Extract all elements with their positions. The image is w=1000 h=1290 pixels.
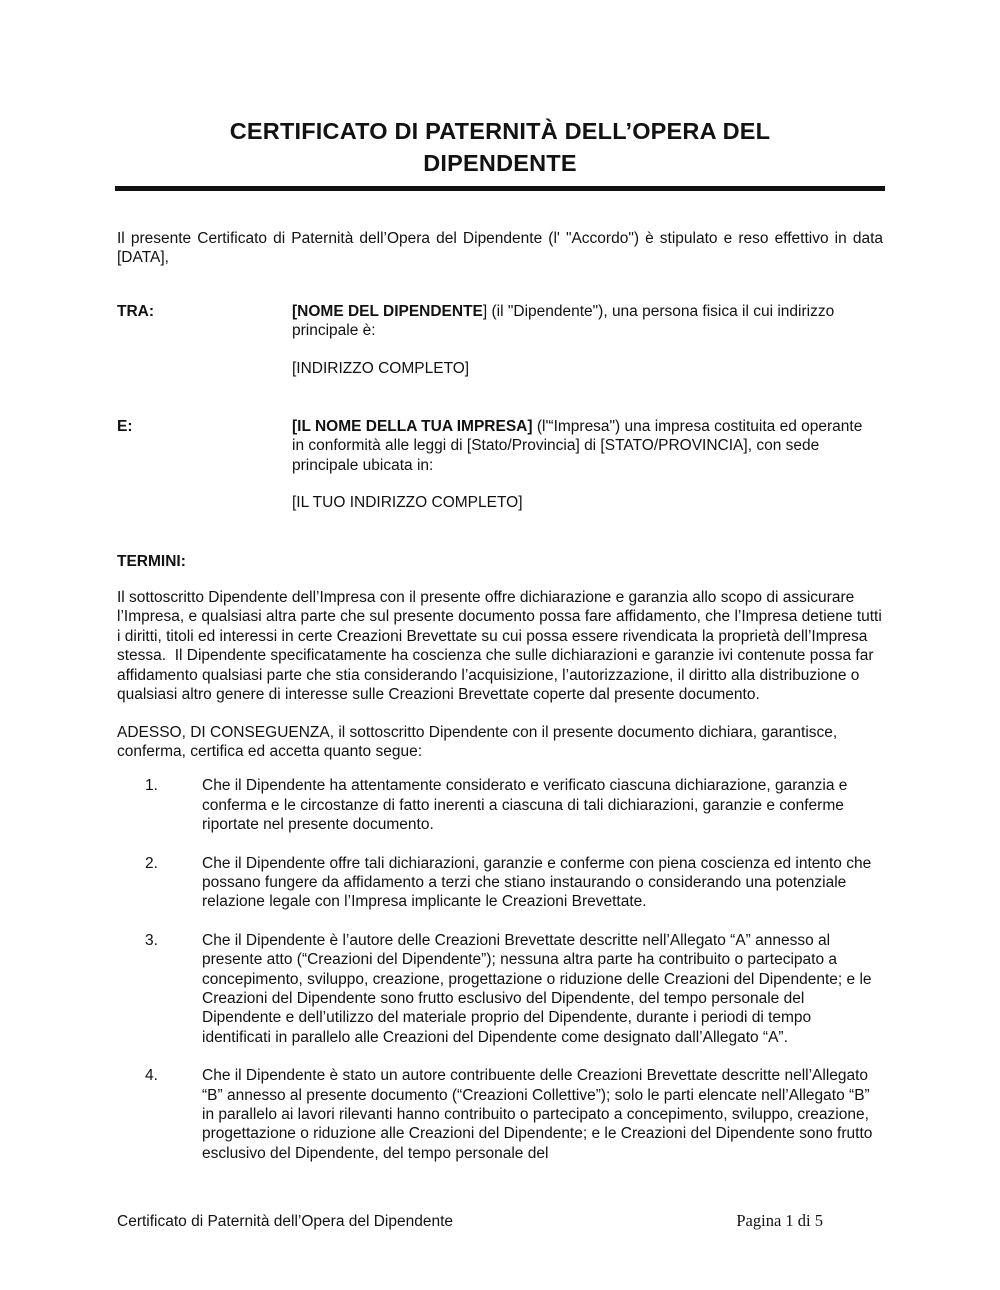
- list-item-1: [117, 776, 883, 834]
- party-address-placeholder-e: [IL TUO INDIRIZZO COMPLETO]: [292, 494, 523, 512]
- title-line-2: DIPENDENTE: [423, 150, 577, 176]
- party-name-placeholder-e: [IL NOME DELLA TUA IMPRESA]: [292, 418, 533, 436]
- termini-heading: TERMINI:: [117, 552, 186, 570]
- party-body-e: [292, 417, 877, 513]
- item-text-2: Che il Dipendente offre tali dichiarazioni, garanzie e conferme con piena coscienza ed intento che possano fungere da affidamento a terzi che stiano instaurando o considerando una potenziale relazione legale con l’Impresa implicante le Creazioni Brevettate.: [202, 854, 872, 911]
- list-item-2: [117, 854, 883, 912]
- title-line-1: CERTIFICATO DI PATERNITÀ DELL’OPERA DEL: [229, 118, 771, 144]
- document-title: [117, 115, 883, 179]
- termini-paragraph: Il sottoscritto Dipendente dell’Impresa con il presente offre dichiarazione e garanzia allo scopo di assicurare l’Impresa, e qualsiasi altra parte che sul presente documento possa fare affidamento, che l’Impresa detiene tutti i diritti, titoli ed interessi in certe Creazioni Brevettate su cui possa essere rivendicata la proprietà dell’Impresa stessa. Il Dipendente specificatamente ha coscienza che sulle dichiarazioni e garanzie ivi contenute possa far affidamento qualsiasi parte che stia considerando l’acquisizione, l’autorizzazione, il diritto alla distribuzione o qualsiasi altro genere di interesse sulle Creazioni Brevettate coperte dal presente documento.: [117, 589, 882, 704]
- list-item-3: [117, 931, 883, 1047]
- title-divider-rule: [115, 186, 885, 191]
- party-address-placeholder-tra: [INDIRIZZO COMPLETO]: [292, 359, 470, 377]
- party-description-text-tra: ] (il "Dipendente"), una persona fisica il cui indirizzo principale è:: [292, 302, 835, 340]
- intro-paragraph: Il presente Certificato di Paternità dell’Opera del Dipendente (l' "Accordo") è stipulato e reso effettivo in data [DATA],: [117, 230, 883, 267]
- party-description-tra: [292, 302, 877, 341]
- party-label-tra: TRA:: [117, 302, 155, 320]
- party-description-text-e: (l'“Impresa") una impresa costituita ed operante in conformità alle leggi di [Stato/Provincia] di [STATO/PROVINCIA], con sede principale ubicata in:: [292, 418, 863, 474]
- document-content: [117, 115, 883, 1163]
- party-body-tra: [292, 302, 877, 378]
- item-number-4: 4.: [145, 1067, 158, 1085]
- item-text-1: Che il Dipendente ha attentamente considerato e verificato ciascuna dichiarazione, garanzia e conferma e le circostanze di fatto inerenti a ciascuna di tali dichiarazioni, garanzie e conferme riportate nel presente documento.: [202, 777, 848, 834]
- party-name-placeholder-tra: [NOME DEL DIPENDENTE: [292, 302, 483, 320]
- footer-page-number: Pagina 1 di 5: [736, 1211, 823, 1230]
- footer-document-title: Certificato di Paternità dell’Opera del Dipendente: [117, 1213, 454, 1230]
- item-number-2: 2.: [145, 854, 158, 872]
- item-number-3: 3.: [145, 931, 158, 949]
- party-description-e: [292, 417, 877, 475]
- party-label-e: E:: [117, 418, 133, 436]
- numbered-list: [117, 776, 883, 1163]
- adesso-paragraph: ADESSO, DI CONSEGUENZA, il sottoscritto Dipendente con il presente documento dichiara, garantisce, conferma, certifica ed accetta quanto segue:: [117, 723, 838, 760]
- list-item-4: [117, 1066, 883, 1163]
- item-number-1: 1.: [145, 777, 158, 795]
- party-block-tra: [117, 302, 883, 378]
- party-block-e: [117, 417, 883, 513]
- item-text-3: Che il Dipendente è l’autore delle Creazioni Brevettate descritte nell’Allegato “A” annesso al presente atto (“Creazioni del Dipendente”); nessuna altra parte ha contribuito o partecipato a concepimento, sviluppo, creazione, progettazione o riduzione delle Creazioni del Dipendente; e le Creazioni del Dipendente sono frutto esclusivo del Dipendente, del tempo personale del Dipendente e dell’utilizzo del materiale proprio del Dipendente, durante i periodi di tempo identificati in parallelo alle Creazioni del Dipendente come designato dall’Allegato “A”.: [202, 931, 872, 1046]
- item-text-4: Che il Dipendente è stato un autore contribuente delle Creazioni Brevettate descritte nell’Allegato “B” annesso al presente documento (“Creazioni Collettive”); solo le parti elencate nell’Allegato “B” in parallelo ai lavori rilevanti hanno contribuito o partecipato a concepimento, sviluppo, creazione, progettazione o riduzione alle Creazioni del Dipendente; e le Creazioni del Dipendente sono frutto esclusivo del Dipendente, del tempo personale del: [202, 1067, 873, 1162]
